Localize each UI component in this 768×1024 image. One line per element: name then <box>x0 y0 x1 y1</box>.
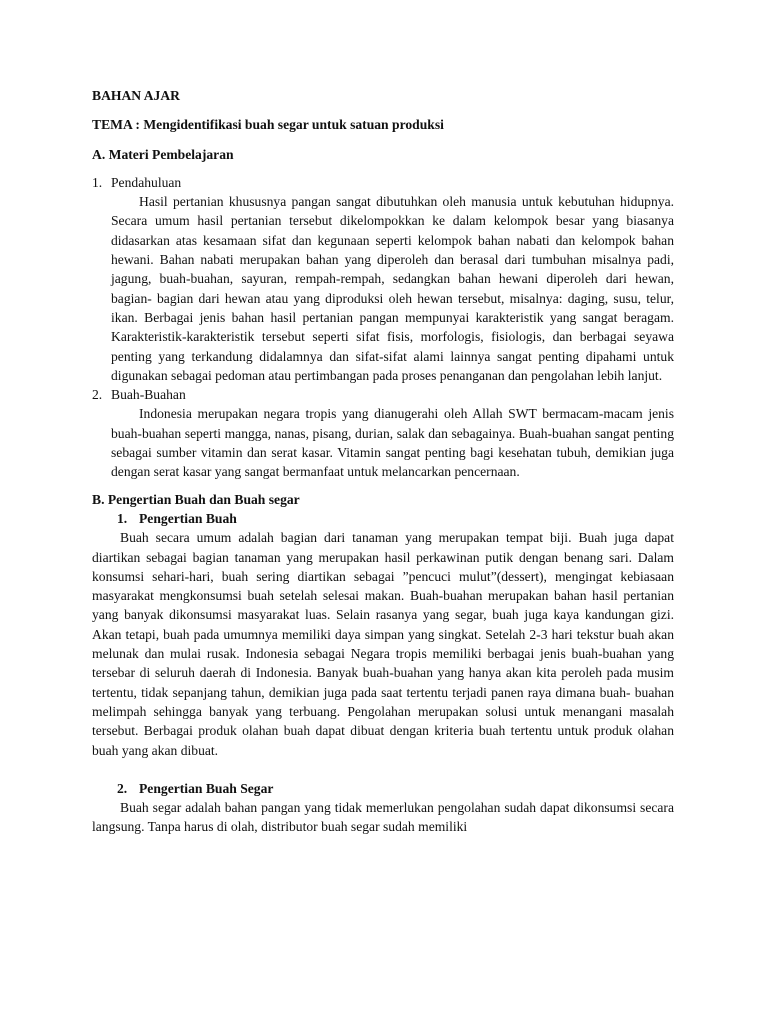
section-b-heading: B. Pengertian Buah dan Buah segar <box>92 491 300 507</box>
list-item-title: Pendahuluan <box>111 174 182 190</box>
subsection-number: 1. <box>117 510 128 526</box>
subsection-number: 2. <box>117 780 128 796</box>
paragraph-pengertian-buah-segar: Buah segar adalah bahan pangan yang tidak memerlukan pengolahan sudah dapat dikonsumsi secara langsung. Tanpa harus di olah, distributor buah segar sudah memiliki <box>92 800 674 835</box>
list-item-buah-buahan <box>92 385 674 481</box>
list-item-pendahuluan <box>92 173 674 385</box>
section-a-heading: A. Materi Pembelajaran <box>92 146 234 162</box>
subsection-title: Pengertian Buah <box>139 510 237 526</box>
document-title: BAHAN AJAR <box>92 88 180 103</box>
paragraph-buah-buahan: Indonesia merupakan negara tropis yang dianugerahi oleh Allah SWT bermacam-macam jenis buah-buahan seperti mangga, nanas, pisang, durian, salak dan sebagainya. Buah-buahan sangat penting sebagai sumber vitamin dan serat kasar. Vitamin sangat penting bagi kesehatan tubuh, demikian juga dengan serat kasar yang sangat bermanfaat untuk melancarkan pencernaan. <box>111 406 674 480</box>
list-item-title: Buah-Buahan <box>111 387 186 403</box>
list-number: 1. <box>92 174 103 190</box>
subsection-pengertian-buah-segar <box>92 779 674 837</box>
document-theme: TEMA : Mengidentifikasi buah segar untuk satuan produksi <box>92 117 444 133</box>
spacer <box>92 760 674 779</box>
paragraph-pengertian-buah: Buah secara umum adalah bagian dari tanaman yang merupakan tempat biji. Buah juga dapat diartikan sebagai bagian tanaman yang merupakan hasil perkawinan putik dengan benang sari. Dalam konsumsi sehari-hari, buah sering diartikan sebagai ”pencuci mulut”(dessert), mengingat kebiasaan masyarakat mengkonsumsi buah setelah selesai makan. Buah-buahan merupakan bahan hasil pertanian yang banyak dikonsumsi masyarakat luas. Selain rasanya yang segar, buah juga kaya kandungan gizi. Akan tetapi, buah pada umumnya memiliki daya simpan yang singkat. Setelah 2-3 hari tekstur buah akan melunak dan mulai rusak. Indonesia sebagai Negara tropis memiliki berbagai jenis buah-buahan yang tersebar di seluruh daerah di Indonesia. Banyak buah-buahan yang hanya akan kita peroleh pada musim tertentu, tidak sepanjang tahun, demikian juga pada saat tertentu terjadi panen raya dimana buah- buahan melimpah sehingga banyak yang terbuang. Pengolahan merupakan solusi untuk menangani masalah tersebut. Berbagai produk olahan buah dapat dibuat dengan kriteria buah tertentu untuk produk olahan buah yang akan dibuat. <box>92 530 674 758</box>
subsection-title: Pengertian Buah Segar <box>139 780 274 796</box>
subsection-heading <box>92 779 674 798</box>
subsection-pengertian-buah <box>92 509 674 760</box>
list-number: 2. <box>92 387 103 403</box>
document-page <box>92 86 674 837</box>
subsection-heading <box>92 509 674 528</box>
paragraph-pendahuluan: Hasil pertanian khususnya pangan sangat dibutuhkan oleh manusia untuk kebutuhan hidupnya. Secara umum hasil pertanian tersebut dikelompokkan ke dalam kelompok besar yang biasanya didasarkan atas kesamaan sifat dan kegunaan seperti kelompok bahan nabati dan kelompok bahan hewani. Bahan nabati merupakan bahan yang diperoleh dan berasal dari tumbuhan misalnya padi, jagung, buah-buahan, sayuran, rempah-rempah, sedangkan bahan hewani diperoleh dari hewan, bagian- bagian dari hewan atau yang diproduksi oleh hewan tersebut, misalnya: daging, susu, telur, ikan. Berbagai jenis bahan hasil pertanian pangan mempunyai karakteristik yang sangat beragam. Karakteristik-karakteristik tersebut seperti sifat fisis, morfologis, fisiologis, dan berbagai seyawa penting yang terkandung didalamnya dan sifat-sifat alami lainnya sangat penting dipahami untuk digunakan sebagai pedoman atau pertimbangan pada proses penanganan dan pengolahan lebih lanjut. <box>111 194 674 383</box>
